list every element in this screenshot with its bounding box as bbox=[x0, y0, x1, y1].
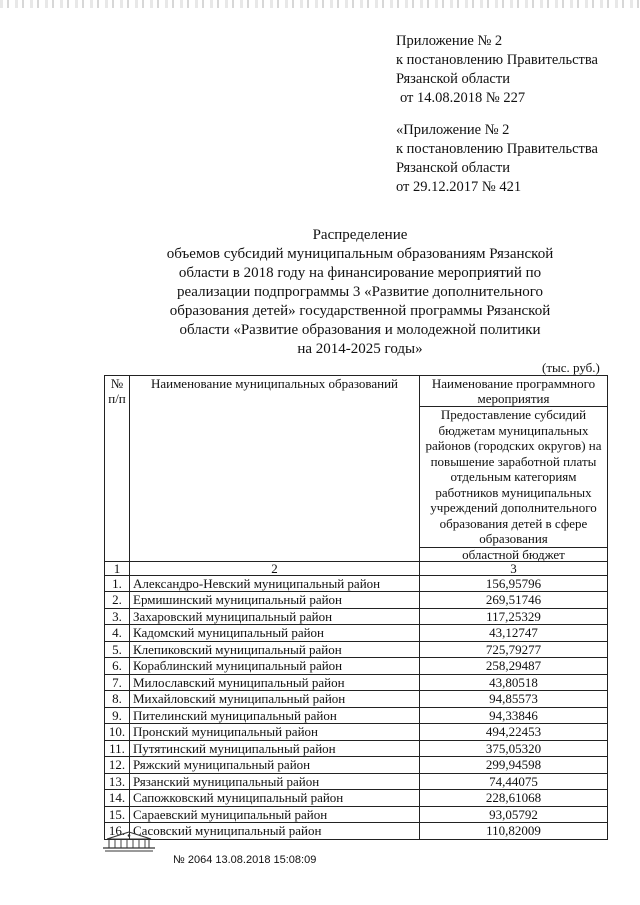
row-municipality-name: Ряжский муниципальный район bbox=[130, 757, 420, 774]
row-municipality-name: Захаровский муниципальный район bbox=[130, 608, 420, 625]
scan-edge-noise bbox=[0, 0, 640, 8]
table-row bbox=[105, 625, 608, 642]
table-row bbox=[105, 691, 608, 708]
row-number: 3. bbox=[105, 608, 130, 625]
row-municipality-name: Александро-Невский муниципальный район bbox=[130, 575, 420, 592]
table-row bbox=[105, 773, 608, 790]
row-budget-value: 269,51746 bbox=[420, 592, 608, 609]
header-num: № п/п bbox=[105, 376, 130, 562]
column-index: 3 bbox=[420, 561, 608, 575]
row-budget-value: 93,05792 bbox=[420, 806, 608, 823]
subsidy-table bbox=[104, 375, 608, 840]
row-municipality-name: Ермишинский муниципальный район bbox=[130, 592, 420, 609]
row-budget-value: 117,25329 bbox=[420, 608, 608, 625]
header-program: Наименование программного мероприятия bbox=[420, 376, 608, 407]
table-body bbox=[105, 575, 608, 839]
title-line: области «Развитие образования и молодежной политики bbox=[179, 322, 541, 338]
table-row bbox=[105, 575, 608, 592]
row-budget-value: 43,12747 bbox=[420, 625, 608, 642]
row-number: 7. bbox=[105, 674, 130, 691]
row-municipality-name: Кораблинский муниципальный район bbox=[130, 658, 420, 675]
title-line: области в 2018 году на финансирование мероприятий по bbox=[178, 265, 542, 281]
row-municipality-name: Кадомский муниципальный район bbox=[130, 625, 420, 642]
row-number: 6. bbox=[105, 658, 130, 675]
appendix-current-block bbox=[396, 32, 598, 108]
table-row bbox=[105, 674, 608, 691]
column-index-row bbox=[105, 561, 608, 575]
row-budget-value: 375,05320 bbox=[420, 740, 608, 757]
row-municipality-name: Пронский муниципальный район bbox=[130, 724, 420, 741]
row-budget-value: 299,94598 bbox=[420, 757, 608, 774]
appendix-prior-date: от 29.12.2017 № 421 bbox=[396, 179, 522, 195]
table-row bbox=[105, 592, 608, 609]
table-row bbox=[105, 790, 608, 807]
row-number: 13. bbox=[105, 773, 130, 790]
row-municipality-name: Сапожковский муниципальный район bbox=[130, 790, 420, 807]
row-municipality-name: Милославский муниципальный район bbox=[130, 674, 420, 691]
appendix-current-date: от 14.08.2018 № 227 bbox=[400, 90, 526, 106]
row-number: 10. bbox=[105, 724, 130, 741]
row-number: 15. bbox=[105, 806, 130, 823]
appendix-current-line1: Приложение № 2 bbox=[396, 33, 503, 49]
units-label: (тыс. руб.) bbox=[542, 360, 600, 375]
row-budget-value: 725,79277 bbox=[420, 641, 608, 658]
table-row bbox=[105, 724, 608, 741]
document-title bbox=[100, 226, 620, 359]
title-line: образования детей» государственной программы Рязанской bbox=[169, 303, 551, 319]
table-row bbox=[105, 641, 608, 658]
row-municipality-name: Путятинский муниципальный район bbox=[130, 740, 420, 757]
row-number: 9. bbox=[105, 707, 130, 724]
row-budget-value: 228,61068 bbox=[420, 790, 608, 807]
row-budget-value: 43,80518 bbox=[420, 674, 608, 691]
title-line: на 2014-2025 годы» bbox=[297, 341, 423, 357]
row-number: 5. bbox=[105, 641, 130, 658]
row-number: 16. bbox=[105, 823, 130, 840]
row-budget-value: 94,33846 bbox=[420, 707, 608, 724]
row-number: 12. bbox=[105, 757, 130, 774]
building-stamp-icon bbox=[99, 828, 159, 854]
row-municipality-name: Рязанский муниципальный район bbox=[130, 773, 420, 790]
document-registration-ref: № 2064 13.08.2018 15:08:09 bbox=[173, 854, 317, 866]
title-line: объемов субсидий муниципальным образованиям Рязанской bbox=[166, 246, 554, 262]
appendix-prior-line3: Рязанской области bbox=[396, 160, 510, 176]
row-budget-value: 494,22453 bbox=[420, 724, 608, 741]
header-description: Предоставление субсидий бюджетам муниципальных районов (городских округов) на повышение заработной платы отдельным категориям работников муниципальных учреждений дополнительного образования детей в сфере образования bbox=[420, 407, 608, 548]
column-index: 2 bbox=[130, 561, 420, 575]
row-municipality-name: Клепиковский муниципальный район bbox=[130, 641, 420, 658]
row-municipality-name: Сасовский муниципальный район bbox=[130, 823, 420, 840]
column-index: 1 bbox=[105, 561, 130, 575]
row-number: 8. bbox=[105, 691, 130, 708]
row-municipality-name: Михайловский муниципальный район bbox=[130, 691, 420, 708]
row-budget-value: 258,29487 bbox=[420, 658, 608, 675]
appendix-current-line3: Рязанской области bbox=[396, 71, 510, 87]
appendix-current-line2: к постановлению Правительства bbox=[396, 52, 598, 68]
title-line: Распределение bbox=[312, 227, 408, 243]
table-row bbox=[105, 608, 608, 625]
row-number: 2. bbox=[105, 592, 130, 609]
row-number: 14. bbox=[105, 790, 130, 807]
table-row bbox=[105, 658, 608, 675]
table-row bbox=[105, 806, 608, 823]
appendix-prior-line2: к постановлению Правительства bbox=[396, 141, 598, 157]
appendix-prior-block bbox=[396, 121, 598, 197]
row-number: 11. bbox=[105, 740, 130, 757]
header-budget: областной бюджет bbox=[420, 547, 608, 561]
table-row bbox=[105, 757, 608, 774]
table-row bbox=[105, 707, 608, 724]
table-row bbox=[105, 740, 608, 757]
row-budget-value: 94,85573 bbox=[420, 691, 608, 708]
row-municipality-name: Сараевский муниципальный район bbox=[130, 806, 420, 823]
header-name: Наименование муниципальных образований bbox=[130, 376, 420, 562]
row-budget-value: 156,95796 bbox=[420, 575, 608, 592]
appendix-prior-line1: «Приложение № 2 bbox=[396, 122, 510, 138]
footer bbox=[99, 828, 419, 868]
row-number: 4. bbox=[105, 625, 130, 642]
row-municipality-name: Пителинский муниципальный район bbox=[130, 707, 420, 724]
row-budget-value: 74,44075 bbox=[420, 773, 608, 790]
row-number: 1. bbox=[105, 575, 130, 592]
title-line: реализации подпрограммы 3 «Развитие дополнительного bbox=[176, 284, 544, 300]
row-budget-value: 110,82009 bbox=[420, 823, 608, 840]
